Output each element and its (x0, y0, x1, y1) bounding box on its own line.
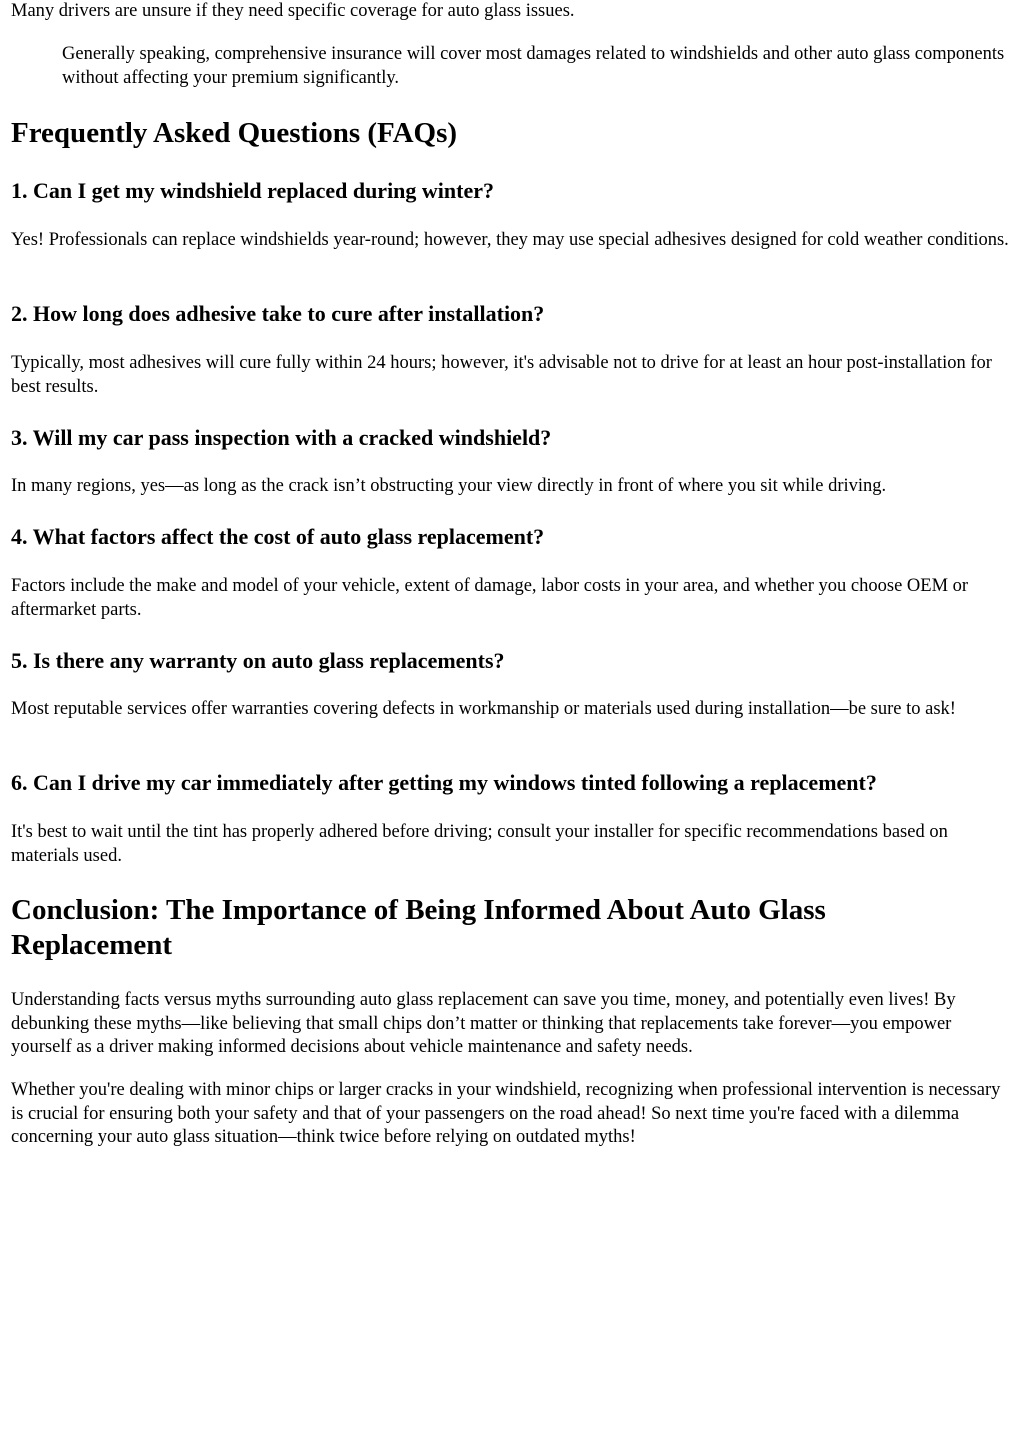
faq-answer-2: Typically, most adhesives will cure fully within 24 hours; however, it's advisable not to drive for at least an hour post-installation for best results. (11, 353, 992, 397)
faq-question-3: 3. Will my car pass inspection with a cracked windshield? (11, 425, 552, 450)
faq-answer-6: It's best to wait until the tint has properly adhered before driving; consult your installer for specific recommendations based on materials used. (11, 822, 948, 866)
conclusion-heading: Conclusion: The Importance of Being Informed About Auto Glass Replacement (11, 894, 826, 961)
faq-answer-5: Most reputable services offer warranties covering defects in workmanship or materials used during installation—be sure to ask! (11, 699, 956, 719)
faq-question-6: 6. Can I drive my car immediately after getting my windows tinted following a replacement? (11, 770, 877, 795)
faq-answer-4: Factors include the make and model of your vehicle, extent of damage, labor costs in your area, and whether you choose OEM or aftermarket parts. (11, 576, 969, 620)
faq-question-5: 5. Is there any warranty on auto glass replacements? (11, 648, 505, 673)
faq-heading: Frequently Asked Questions (FAQs) (11, 117, 458, 149)
faq-question-1: 1. Can I get my windshield replaced during winter? (11, 178, 495, 203)
blockquote: Generally speaking, comprehensive insurance will cover most damages related to windshields and other auto glass components without affecting your premium significantly. (62, 44, 1005, 88)
faq-question-2: 2. How long does adhesive take to cure after installation? (11, 301, 545, 326)
intro-paragraph: Many drivers are unsure if they need specific coverage for auto glass issues. (11, 1, 575, 21)
faq-answer-3: In many regions, yes—as long as the crack isn’t obstructing your view directly in front of where you sit while driving. (11, 476, 887, 496)
faq-answer-1: Yes! Professionals can replace windshields year-round; however, they may use special adhesives designed for cold weather conditions. (11, 230, 1009, 250)
faq-question-4: 4. What factors affect the cost of auto glass replacement? (11, 524, 545, 549)
conclusion-paragraph-1: Understanding facts versus myths surrounding auto glass replacement can save you time, money, and potentially even lives! By debunking these myths—like believing that small chips don’t matter or thinking that replacements take forever—you empower yourself as a driver making informed decisions about vehicle maintenance and safety needs. (11, 990, 956, 1057)
conclusion-paragraph-2: Whether you're dealing with minor chips or larger cracks in your windshield, recognizing when professional intervention is necessary is crucial for ensuring both your safety and that of your passengers on the road ahead! So next time you're faced with a dilemma concerning your auto glass situation—think twice before relying on outdated myths! (11, 1080, 1001, 1147)
